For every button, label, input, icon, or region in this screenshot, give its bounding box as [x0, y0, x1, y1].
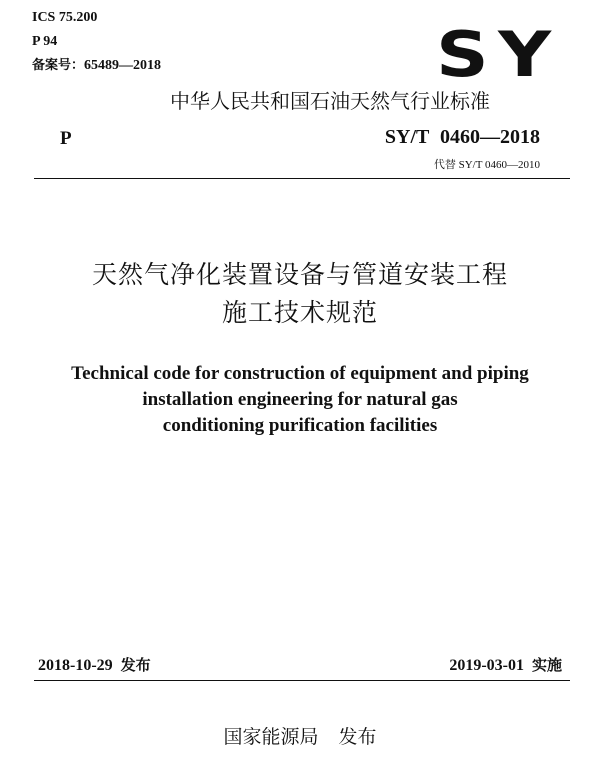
chinese-title-line-2: 施工技术规范	[221, 298, 378, 327]
record-number	[32, 58, 161, 74]
english-title-line-3: conditioning purification facilities	[162, 415, 438, 436]
category-letter: P	[60, 128, 72, 149]
standard-organization-title: 中华人民共和国石油天然气行业标准	[170, 89, 490, 113]
publisher	[0, 722, 600, 749]
publish-label: 发布	[338, 726, 377, 748]
issue-date	[38, 654, 151, 675]
bottom-divider	[34, 680, 570, 681]
issue-label: 发布	[120, 656, 151, 674]
record-value: 65489—2018	[84, 58, 162, 73]
replaces-standard: 代替 SY/T 0460—2010	[433, 159, 540, 171]
chinese-title-line-1: 天然气净化装置设备与管道安装工程	[91, 260, 508, 289]
top-divider	[34, 178, 570, 179]
ics-code: ICS 75.200	[32, 10, 98, 25]
english-title-line-1: Technical code for construction of equipment and piping	[71, 363, 529, 384]
implementation-date-value: 2019-03-01	[449, 657, 524, 674]
issue-date-value: 2018-10-29	[38, 657, 113, 674]
standard-number: SY/T 0460—2018	[384, 126, 540, 148]
classification-code: P 94	[32, 34, 58, 49]
sy-logo: SY	[436, 18, 561, 91]
implementation-label: 实施	[531, 656, 562, 674]
implementation-date	[449, 654, 562, 675]
record-label: 备案号：	[32, 58, 85, 73]
publisher-name: 国家能源局	[223, 726, 319, 748]
english-title-line-2: installation engineering for natural gas	[142, 389, 458, 410]
